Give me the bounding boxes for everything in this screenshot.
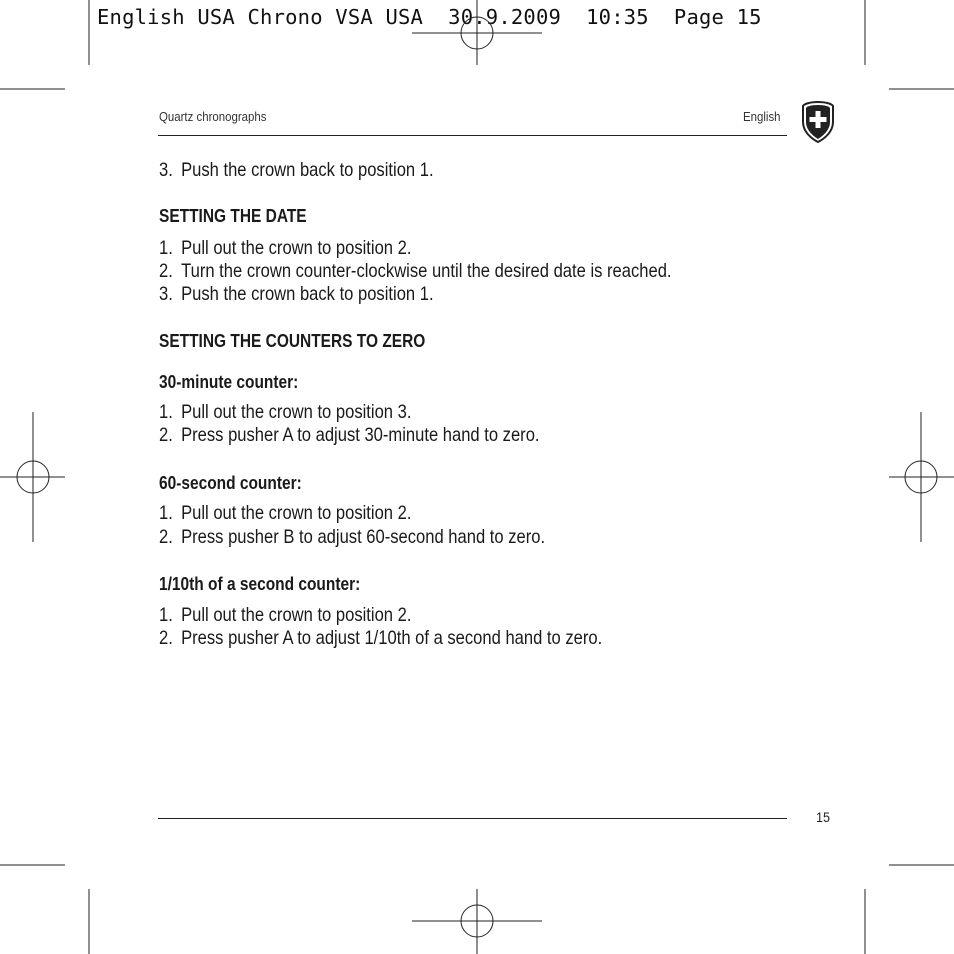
swiss-cross-shield-icon	[800, 100, 836, 144]
list-item: 1. Pull out the crown to position 2.	[159, 502, 412, 524]
subheading-tenth-second: 1/10th of a second counter:	[159, 574, 361, 594]
list-item: 2. Press pusher A to adjust 1/10th of a second hand to zero.	[159, 627, 603, 649]
subheading-60-second: 60-second counter:	[159, 473, 302, 493]
running-header-language: English	[743, 109, 781, 124]
footer-rule	[158, 818, 787, 819]
list-item: 1. Pull out the crown to position 3.	[159, 401, 412, 423]
print-slug: English USA Chrono VSA USA 30.9.2009 10:35 Page 15	[97, 5, 762, 29]
section-heading-date: SETTING THE DATE	[159, 206, 307, 226]
list-item: 2. Press pusher A to adjust 30-minute hand to zero.	[159, 424, 540, 446]
subheading-30-minute: 30-minute counter:	[159, 372, 299, 392]
page-number: 15	[816, 809, 831, 825]
section-heading-counters: SETTING THE COUNTERS TO ZERO	[159, 331, 426, 351]
list-item: 1. Pull out the crown to position 2.	[159, 604, 412, 626]
running-header-section: Quartz chronographs	[159, 109, 267, 124]
list-item: 2. Turn the crown counter-clockwise until the desired date is reached.	[159, 260, 672, 282]
header-rule	[158, 135, 787, 136]
list-item: 3. Push the crown back to position 1.	[159, 159, 434, 181]
list-item: 3. Push the crown back to position 1.	[159, 283, 434, 305]
list-item: 2. Press pusher B to adjust 60-second hand to zero.	[159, 526, 546, 548]
list-item: 1. Pull out the crown to position 2.	[159, 237, 412, 259]
